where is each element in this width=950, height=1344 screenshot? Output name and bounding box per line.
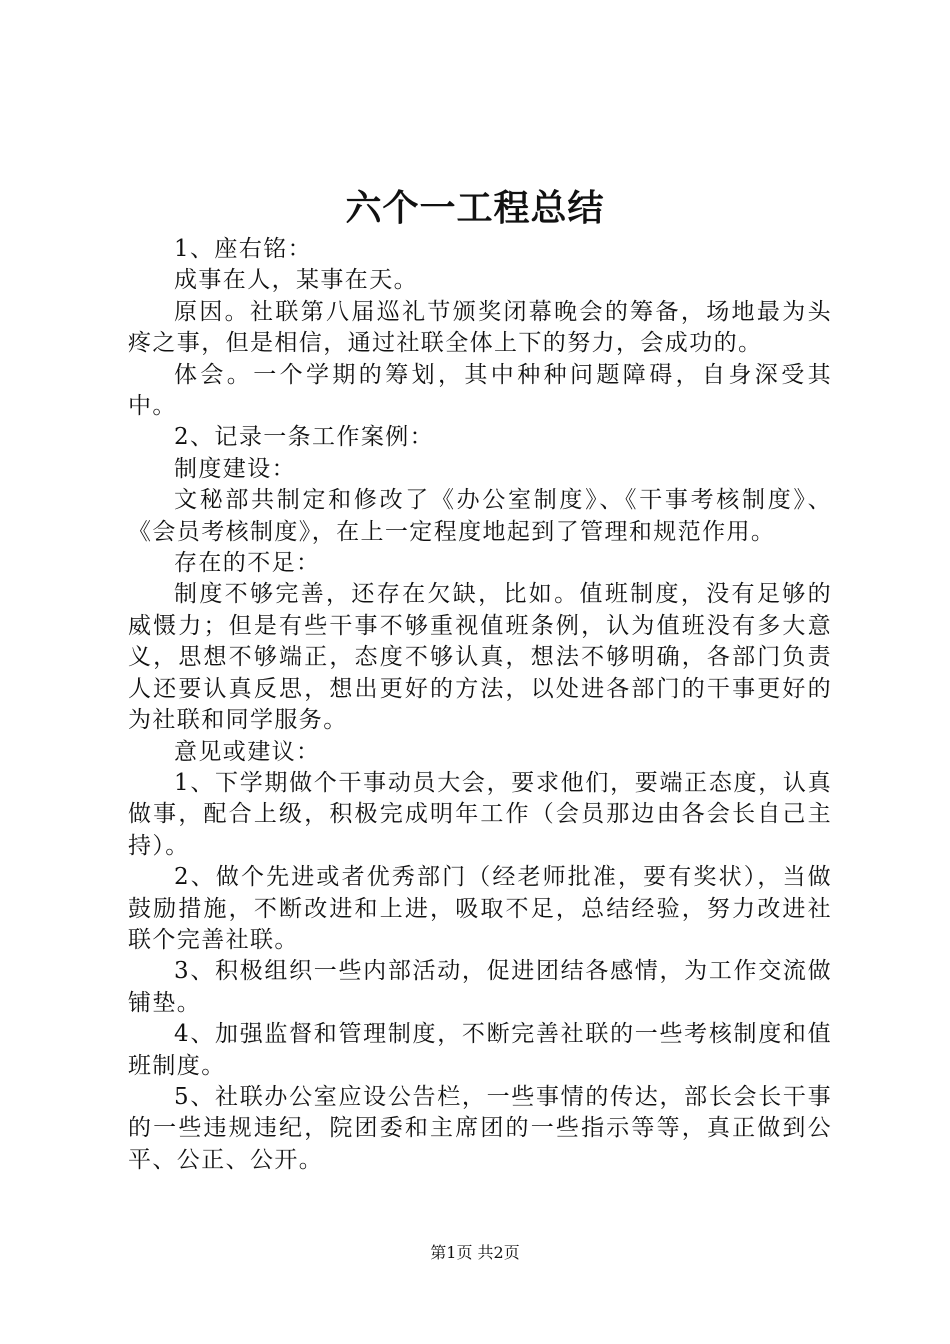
- paragraph-shortcomings-heading: 存在的不足：: [174, 550, 321, 577]
- paragraph-motto: 成事在人，某事在天。: [174, 267, 418, 294]
- paragraph-case-heading: 2、记录一条工作案例：: [174, 424, 435, 451]
- document-title: 六个一工程总结: [345, 188, 605, 229]
- paragraph-reason: 原因。社联第八届巡礼节颁奖闭幕晚会的筹备，场地最为头疼之事，但是相信，通过社联全体上下的努力，会成功的。: [128, 298, 832, 357]
- paragraph-suggestion-2: 2、做个先进或者优秀部门（经老师批准，要有奖状），当做鼓励措施，不断改进和上进，吸取不足，总结经验，努力改进社联个完善社联。: [128, 864, 832, 953]
- document-body: [128, 234, 832, 1176]
- paragraph-suggestion-4: 4、加强监督和管理制度，不断完善社联的一些考核制度和值班制度。: [128, 1021, 832, 1079]
- paragraph-suggestion-5: 5、社联办公室应设公告栏，一些事情的传达，部长会长干事的一些违规违纪，院团委和主席团的一些指示等等，真正做到公平、公正、公开。: [128, 1083, 832, 1173]
- paragraph-suggestions-heading: 意见或建议：: [174, 738, 321, 765]
- paragraph-suggestion-1: 1、下学期做个干事动员大会，要求他们，要端正态度，认真做事，配合上级，积极完成明年工作（会员那边由各会长自己主持）。: [128, 769, 832, 859]
- paragraph-system-heading: 制度建设：: [174, 455, 296, 482]
- page-number-footer: 第1页 共2页: [430, 1243, 520, 1262]
- paragraph-shortcomings-body: 制度不够完善，还存在欠缺，比如。值班制度，没有足够的威慑力；但是有些干事不够重视值班条例，认为值班没有多大意义，思想不够端正，态度不够认真，想法不够明确，各部门负责人还要认真反思，想出更好的方法，以处进各部门的干事更好的为社联和同学服务。: [128, 581, 832, 734]
- paragraph-system-body: 文秘部共制定和修改了《办公室制度》、《干事考核制度》、《会员考核制度》，在上一定程度地起到了管理和规范作用。: [128, 487, 832, 545]
- paragraph-suggestion-3: 3、积极组织一些内部活动，促进团结各感情，为工作交流做铺垫。: [128, 958, 832, 1016]
- paragraph-motto-heading: 1、座右铭：: [174, 236, 313, 262]
- paragraph-experience: 体会。一个学期的筹划，其中种种问题障碍，自身深受其中。: [128, 361, 832, 420]
